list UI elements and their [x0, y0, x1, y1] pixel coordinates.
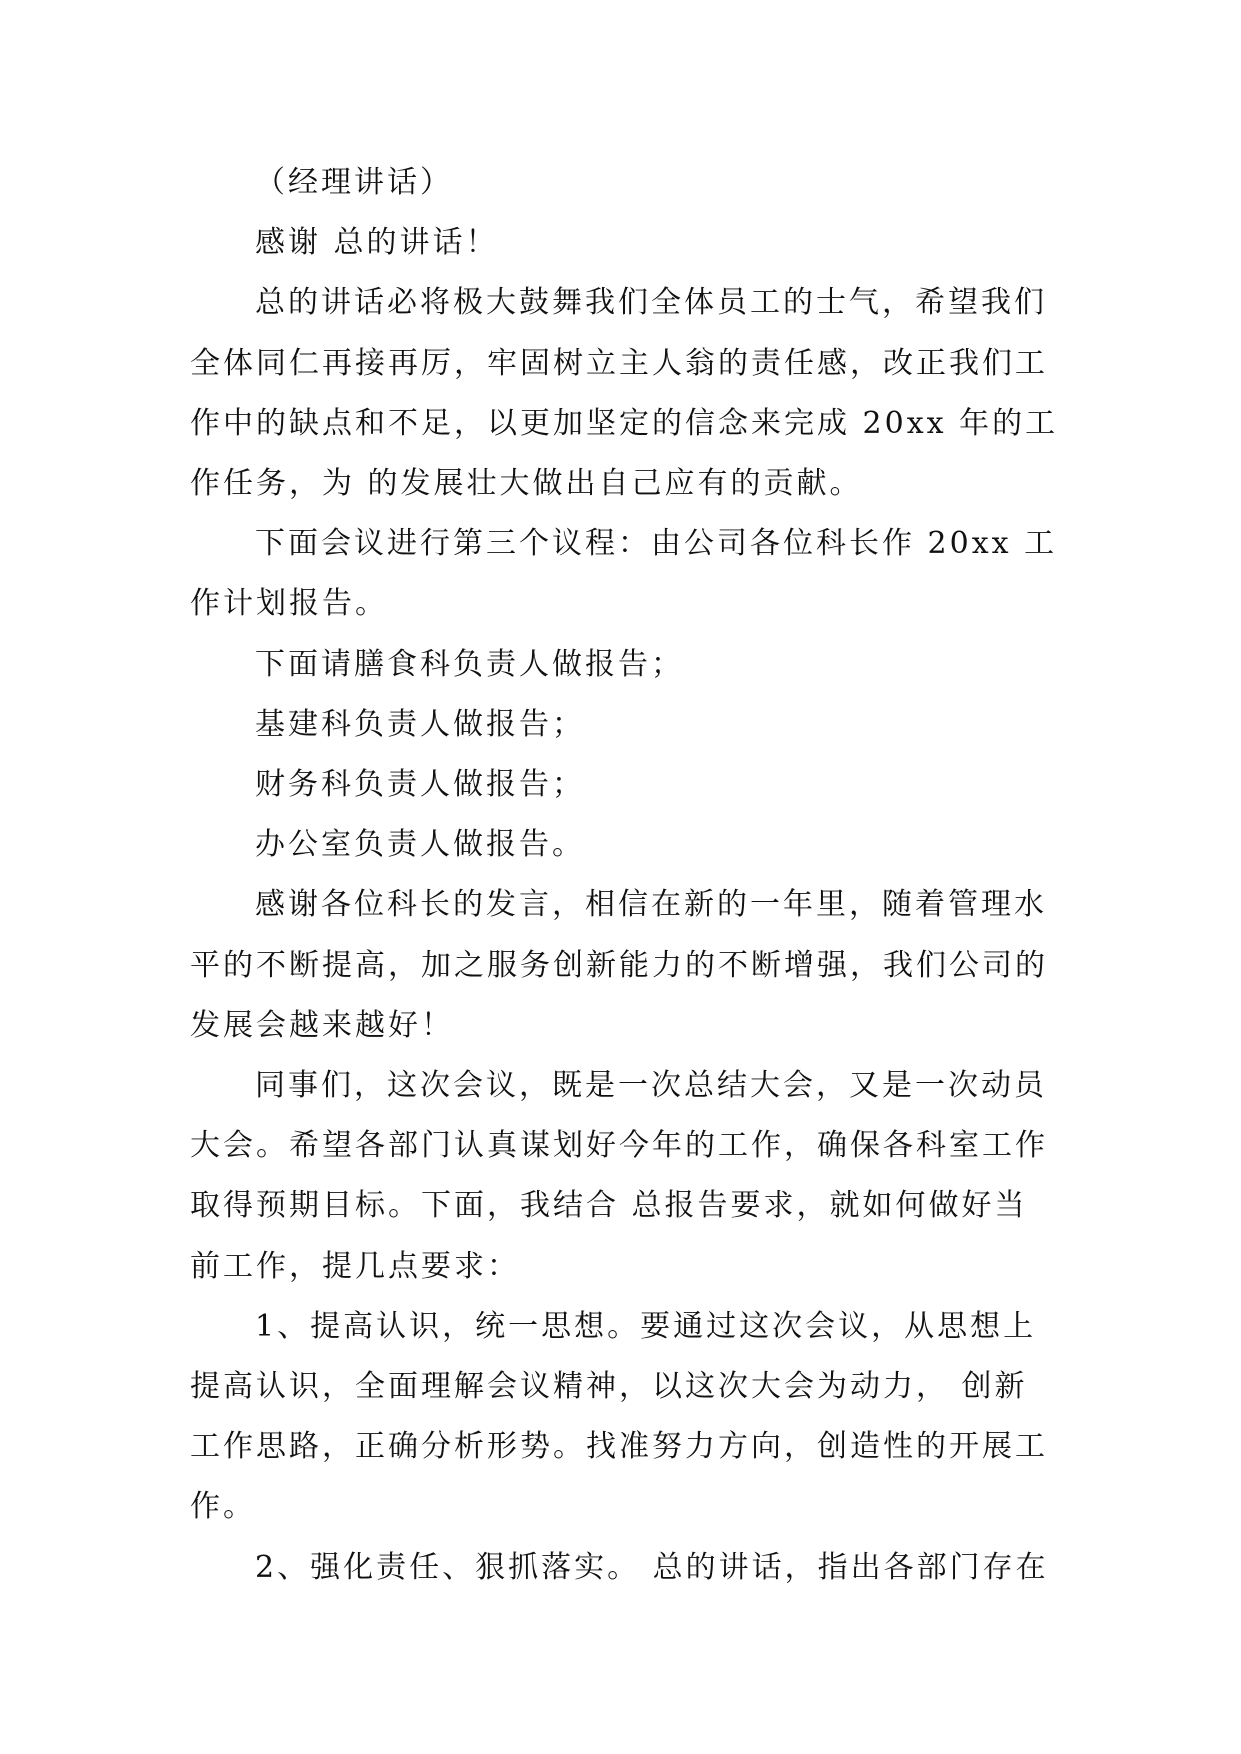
paragraph-line: 提高认识，全面理解会议精神，以这次大会为动力， 创新: [190, 1369, 1028, 1405]
paragraph-line: 总的讲话必将极大鼓舞我们全体员工的士气，希望我们: [255, 285, 1047, 321]
paragraph-line: 取得预期目标。下面，我结合 总报告要求，就如何做好当: [190, 1188, 1028, 1224]
paragraph-line: 平的不断提高，加之服务创新能力的不断增强，我们公司的: [190, 947, 1048, 983]
paragraph-line: 2、强化责任、狠抓落实。 总的讲话，指出各部门存在: [255, 1549, 1049, 1585]
paragraph: [190, 153, 1060, 213]
paragraph: [190, 273, 1060, 514]
paragraph-line: 下面会议进行第三个议程：由公司各位科长作 20xx 工: [255, 526, 1058, 562]
paragraph: [190, 1297, 1060, 1538]
paragraph-line: 前工作，提几点要求：: [190, 1248, 520, 1284]
paragraph-line: （经理讲话）: [255, 165, 453, 200]
paragraph-line: 同事们，这次会议，既是一次总结大会，又是一次动员: [255, 1068, 1047, 1104]
paragraph-line: 全体同仁再接再厉，牢固树立主人翁的责任感，改正我们工: [190, 345, 1048, 381]
paragraph-line: 办公室负责人做报告。: [255, 827, 585, 863]
paragraph: [190, 1538, 1060, 1598]
paragraph-line: 财务科负责人做报告；: [255, 767, 585, 803]
paragraph-line: 发展会越来越好！: [190, 1007, 454, 1043]
paragraph: [190, 695, 1060, 755]
paragraph-line: 工作思路，正确分析形势。找准努力方向，创造性的开展工: [190, 1429, 1048, 1465]
paragraph: [190, 815, 1060, 875]
document-body: [190, 153, 1060, 1598]
paragraph-line: 感谢各位科长的发言，相信在新的一年里，随着管理水: [255, 887, 1047, 923]
paragraph: [190, 755, 1060, 815]
paragraph: [190, 635, 1060, 695]
paragraph-line: 感谢 总的讲话！: [255, 225, 499, 261]
paragraph: [190, 1056, 1060, 1297]
paragraph-line: 基建科负责人做报告；: [255, 706, 585, 742]
paragraph-line: 下面请膳食科负责人做报告；: [255, 646, 684, 682]
paragraph-line: 作中的缺点和不足，以更加坚定的信念来完成 20xx 年的工: [190, 405, 1059, 441]
paragraph: [190, 875, 1060, 1056]
paragraph-line: 作计划报告。: [190, 586, 388, 622]
paragraph-line: 1、提高认识，统一思想。要通过这次会议，从思想上: [255, 1308, 1037, 1344]
paragraph-line: 作任务，为 的发展壮大做出自己应有的贡献。: [190, 466, 863, 502]
paragraph: [190, 514, 1060, 634]
paragraph-line: 大会。希望各部门认真谋划好今年的工作，确保各科室工作: [190, 1128, 1048, 1164]
paragraph: [190, 213, 1060, 273]
paragraph-line: 作。: [190, 1489, 256, 1525]
